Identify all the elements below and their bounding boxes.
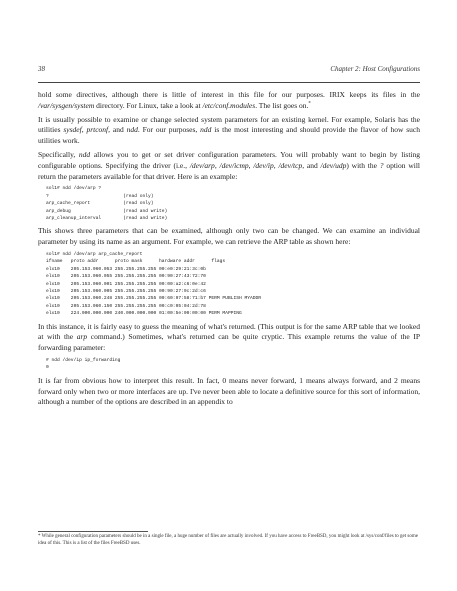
header-divider xyxy=(38,82,420,83)
paragraph-4: This shows three parameters that can be examined, although only two can be changed. We can examine an individual parameter by using its name as an argument. For example, we can retrieve the ARP table as shown here: xyxy=(38,226,420,247)
code-block-arp-cache-report: sol1# ndd /dev/arp arp_cache_report ifname proto addr proto mask hardware addr flags elx10 205.153.060.053 255.255.255.255 00:e0:29:21:3c:0b elx10 205.153.060.055 255.255.255.255 00:90:27:43:72:70 elx10 205.153.060.001 255.255.255.255 00:00:a2:c6:0e:42 elx10 205.153.060.005 255.255.255.255 00:90:27:9c:2d:c6 elx10 205.153.060.248 255.255.255.255 00:60:97:58:71:b7 PERM PUBLISH MYADDR elx10 205.153.060.150 255.255.255.255 00:c0:05:04:2d:78 elx10 224.000.000.000 240.000.000.000 01:00:5e:00:00:00 PERM MAPPING xyxy=(46,252,262,317)
paragraph-2: It is usually possible to examine or change selected system parameters for an existing kernel. For example, Solaris has the utilities sysdef, prtconf, and ndd. For our purposes, ndd is the most interesting and should provide the flavor of how such utilities work. xyxy=(38,114,420,146)
paragraph-3: Specifically, ndd allows you to get or set driver configuration parameters. You will probably want to begin by listing configurable options. Specifying the driver (i.e., /dev/arp, /dev/icmp, /dev/ip, /dev/tcp, and /dev/udp) with the ? option will return the parameters available for that driver. Here is an example: xyxy=(38,149,420,181)
paragraph-1: hold some directives, although there is little of interest in this file for our purposes. IRIX keeps its files in the /var/sysgen/system directory. For Linux, take a look at /etc/conf.modules. The list goes on.* xyxy=(38,90,420,110)
code-block-ndd-arp-options: sol1# ndd /dev/arp ? ? (read only) arp_cache_report (read only) arp_debug (read and write) arp_cleanup_interval (read and write) xyxy=(46,186,168,221)
footnote-divider xyxy=(38,531,148,532)
paragraph-6: It is far from obvious how to interpret this result. In fact, 0 means never forward, 1 means always forward, and 2 means forward only when two or more interfaces are up. I've never been able to locate a definitive source for this sort of information, although a number of the options are described in an appendix to xyxy=(38,375,420,407)
page-body xyxy=(38,90,420,408)
footnote: * While general configuration parameters should be in a single file, a huge number of files are actually involved. If you have access to FreeBSD, you might look at /sys/conf/files to get some idea of this. This is a list of the files FreeBSD uses. xyxy=(38,534,418,546)
page-header xyxy=(38,65,420,73)
paragraph-5: In this instance, it is fairly easy to guess the meaning of what's returned. (This output is for the same ARP table that we looked at with the arp command.) Sometimes, what's returned can be quite cryptic. This example returns the value of the IP forwarding parameter: xyxy=(38,321,420,353)
chapter-title: Chapter 2: Host Configurations xyxy=(330,65,420,73)
footnote-marker: * xyxy=(308,101,311,107)
code-block-ip-forwarding: # ndd /dev/ip ip_forwarding 0 xyxy=(46,358,121,371)
page-number: 38 xyxy=(38,65,45,73)
